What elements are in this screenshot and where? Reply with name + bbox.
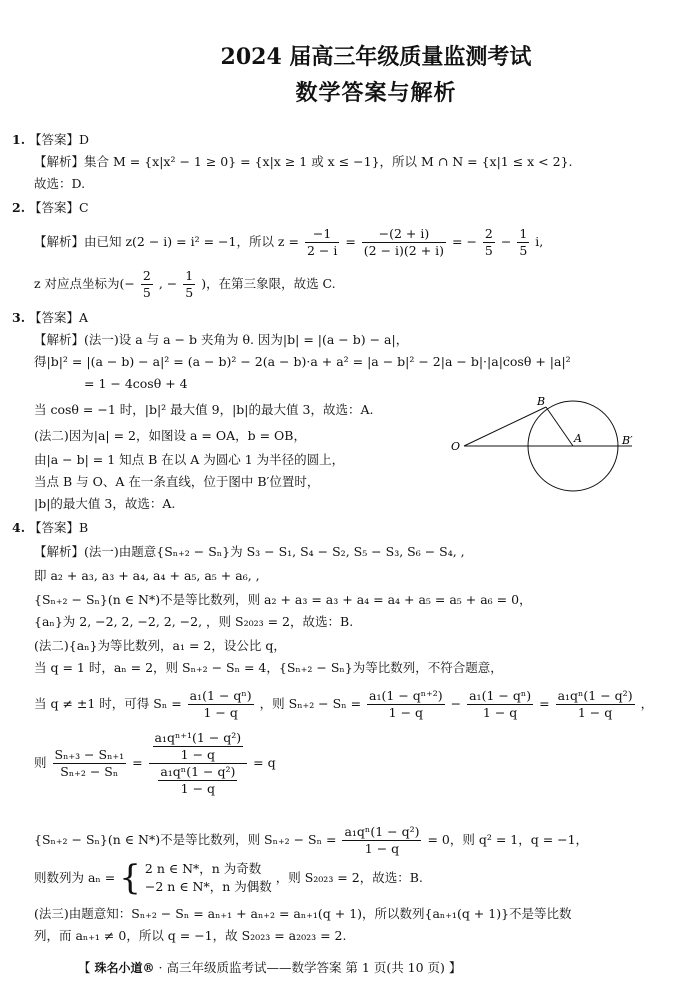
text: 当 q ≠ ±1 时，可得 Sₙ = [34,696,182,711]
q4-line-3: {Sₙ₊₂ − Sₙ}(n ∈ N*)不是等比数列，则 a₂ + a₃ = a₃ + a₄ = a₄ + a₅ = a₅ + a₆ = 0， [34,592,532,607]
numerator: a₁qⁿ(1 − q²) [160,764,236,779]
q2-exp-tail: i, [535,234,544,249]
numerator: Sₙ₊₃ − Sₙ₊₁ [54,747,125,762]
text: ，则 S₂₀₂₃ = 2，故选：B. [275,870,423,885]
case-even: −2 n ∈ N*，n 为偶数 [144,879,272,894]
fraction [153,730,244,763]
q2-answer-line [12,200,89,216]
footer-text: · 高三年级质监考试——数学答案 第 1 页(共 10 页) [158,960,445,975]
q4-line-8 [34,730,276,797]
numerator: 2 [484,226,493,241]
numerator: a₁qⁿ⁺¹(1 − q²) [154,730,242,745]
segment-OB [464,407,546,446]
exam-title: 2024 届高三年级质量监测考试 [220,44,532,70]
denominator: 5 [185,285,194,300]
text: ， [640,696,654,711]
text: )，在第三象限，故选 C. [201,276,336,291]
q3-line-4: 当 cosθ = −1 时，|b|² 最大值 9，|b|的最大值 3，故选：A. [34,402,374,417]
fraction [362,226,446,259]
q4-line-7 [34,688,653,721]
q4-line-1: 【解析】(法一)由题意{Sₙ₊₂ − Sₙ}为 S₃ − S₁, S₄ − S₂, S₅ − S₃, S₆ − S₄, , [34,544,465,559]
q2-answer: 【答案】C [29,200,89,215]
denominator: 1 − q [577,705,613,720]
q2-explanation [34,226,543,259]
denominator: (2 − i)(2 + i) [363,243,445,258]
q4-line-12: 列，而 aₙ₊₁ ≠ 0，所以 q = −1，故 S₂₀₂₃ = a₂₀₂₃ = 2. [34,928,347,943]
numerator: −1 [305,226,339,243]
fraction [158,764,237,797]
q4-line-2: 即 a₂ + a₃, a₃ + a₄, a₄ + a₅, a₅ + a₆, , [34,568,260,583]
q4-line-9 [34,824,588,857]
denominator: 2 − i [306,243,338,258]
q2-coordinate-line [34,268,336,301]
denominator: Sₙ₊₂ − Sₙ [60,764,119,779]
q4-line-6: 当 q = 1 时，aₙ = 2，则 Sₙ₊₂ − Sₙ = 4，{Sₙ₊₂ − Sₙ}为等比数列，不符合题意， [34,660,503,675]
q3-circle-figure [448,394,644,500]
q1-explanation: 【解析】集合 M = {x|x² − 1 ≥ 0} = {x|x ≥ 1 或 x ≤ −1}，所以 M ∩ N = {x|1 ≤ x < 2}. [34,154,573,169]
q3-line-5: (法二)因为|a| = 2，如图设 a = OA，b = OB， [34,428,306,443]
label-B-prime: B′ [622,434,633,447]
numerator: a₁qⁿ(1 − q²) [557,688,633,703]
q3-line-2: 得|b|² = |(a − b) − a|² = (a − b)² − 2(a − b)·a + a² = |a − b|² − 2|a − b|·|a|cosθ + |a|² [34,354,571,369]
denominator: 1 − q [388,705,424,720]
fraction [517,226,529,259]
footer-bracket-open: 【 [78,960,91,975]
fraction [367,688,445,721]
denominator: 5 [484,243,493,258]
q3-answer: 【答案】A [29,310,89,325]
q3-line-6: 由|a − b| = 1 知点 B 在以 A 为圆心 1 为半径的圆上， [34,452,345,467]
q3-line-8: |b|的最大值 3，故选：A. [34,496,176,511]
operator: = − [452,234,477,249]
label-O: O [451,440,461,453]
fraction [342,824,421,857]
segment-BA [546,407,573,446]
operator: − [500,234,512,249]
q1-answer-line [12,132,89,148]
numerator: −(2 + i) [362,226,446,243]
q4-line-11: (法三)由题意知：Sₙ₊₂ − Sₙ = aₙ₊₁ + aₙ₊₂ = aₙ₊₁(q + 1)，所以数列{aₙ₊₁(q + 1)}不是等比数 [34,906,572,921]
footer-logo: 珠名小道® [94,961,155,975]
text: {Sₙ₊₂ − Sₙ}(n ∈ N*)不是等比数列，则 Sₙ₊₂ − Sₙ = [34,832,337,847]
q4-answer-line [12,520,88,536]
q4-line-4: {aₙ}为 2, −2, 2, −2, 2, −2, ，则 S₂₀₂₃ = 2，故选：B. [34,614,354,629]
numerator: a₁(1 − qⁿ⁺²) [369,688,443,703]
numerator [149,730,248,764]
text: 则数列为 aₙ = [34,870,116,885]
q4-line-10 [34,860,423,896]
page-footer [78,958,461,976]
text: = q [253,755,276,770]
denominator: 1 − q [180,747,216,762]
fraction [305,226,339,259]
q3-number: 3. [12,310,26,325]
fraction [483,226,495,259]
q3-line-7: 当点 B 与 O、A 在一条直线，位于图中 B′位置时， [34,474,320,489]
operator: = [345,234,356,249]
fraction [188,688,254,721]
denominator: 5 [142,285,151,300]
denominator: 1 − q [180,781,216,796]
q4-number: 4. [12,520,26,535]
q1-conclusion: 故选：D. [34,176,86,191]
numerator: 1 [519,226,528,241]
q4-answer: 【答案】B [29,520,89,535]
q3-answer-line [12,310,88,326]
q3-line-3: = 1 − 4cosθ + 4 [84,376,188,391]
q1-answer: 【答案】D [29,132,90,147]
text: z 对应点坐标为(− [34,276,135,291]
q2-exp-text: 【解析】由已知 z(2 − i) = i² = −1，所以 z = [34,234,299,249]
denominator: 1 − q [482,705,518,720]
fraction [53,747,127,780]
case-odd: 2 n ∈ N*，n 为奇数 [144,861,262,876]
label-B: B [537,395,546,408]
q1-number: 1. [12,132,26,147]
text: 则 [34,755,47,770]
denominator: 5 [519,243,528,258]
denominator: 1 − q [203,705,238,720]
text: = 0，则 q² = 1，q = −1， [427,832,589,847]
denominator: 1 − q [364,841,400,856]
exam-subtitle: 数学答案与解析 [295,80,457,106]
operator: = [132,755,143,770]
text: , − [158,276,178,291]
numerator: a₁(1 − qⁿ) [189,688,252,703]
fraction [141,268,153,301]
fraction [183,268,195,301]
footer-bracket-close: 】 [448,960,462,975]
numerator: a₁(1 − qⁿ) [469,688,532,703]
numerator: 1 [185,268,194,283]
numerator: a₁qⁿ(1 − q²) [344,824,420,839]
label-A: A [574,432,582,445]
left-brace: { [119,858,141,898]
operator: = [539,696,550,711]
numerator: 2 [142,268,151,283]
text: ，则 Sₙ₊₂ − Sₙ = [259,696,362,711]
operator: − [450,696,462,711]
fraction [556,688,635,721]
piecewise-cases [145,860,272,896]
fraction [467,688,533,721]
q4-line-5: (法二){aₙ}为等比数列，a₁ = 2，设公比 q， [34,638,286,653]
denominator [149,764,248,797]
q3-line-1: 【解析】(法一)设 a 与 a − b 夹角为 θ. 因为|b| = |(a − b) − a|， [34,332,409,347]
compound-fraction [149,730,248,797]
q2-number: 2. [12,200,26,215]
